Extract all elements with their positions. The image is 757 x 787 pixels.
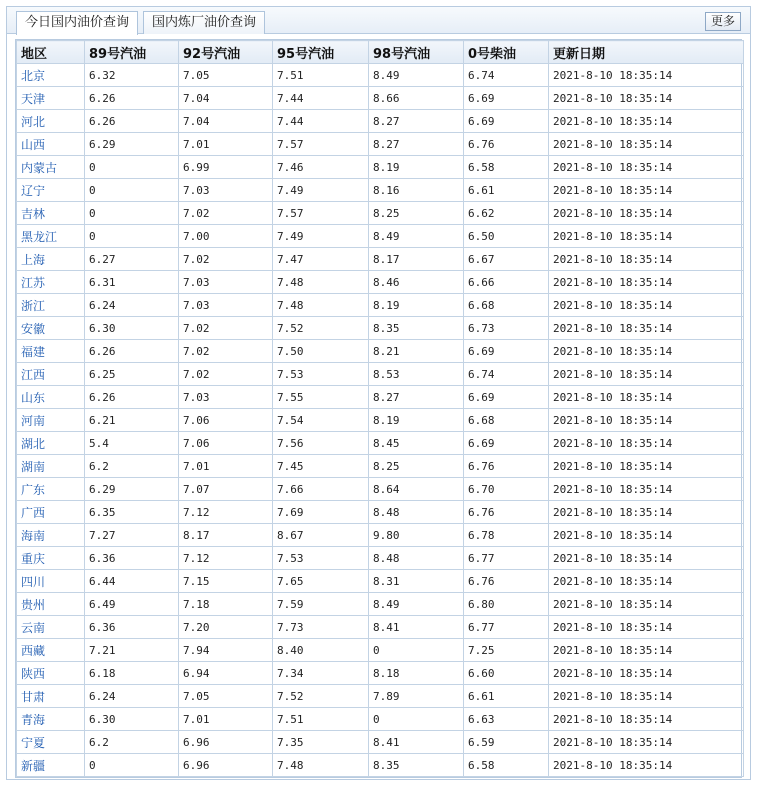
price-92-cell: 7.03: [179, 294, 273, 317]
region-link[interactable]: 浙江: [21, 298, 46, 313]
price-89-cell: 6.26: [85, 340, 179, 363]
price-98-cell: 8.66: [369, 87, 464, 110]
price-92-cell: 7.04: [179, 110, 273, 133]
price-95-cell: 7.56: [273, 432, 369, 455]
region-link[interactable]: 江西: [21, 367, 46, 382]
update-date-cell: 2021-8-10 18:35:14: [549, 294, 744, 317]
price-98-cell: 8.35: [369, 754, 464, 777]
region-link[interactable]: 广东: [21, 482, 46, 497]
region-cell: [17, 64, 85, 87]
region-cell: [17, 501, 85, 524]
table-row: [17, 340, 744, 363]
price-89-cell: 5.4: [85, 432, 179, 455]
region-link[interactable]: 湖北: [21, 436, 46, 451]
region-link[interactable]: 新疆: [21, 758, 46, 773]
price-95-cell: 7.49: [273, 225, 369, 248]
price-95-cell: 7.57: [273, 202, 369, 225]
price-95-cell: 7.50: [273, 340, 369, 363]
price-98-cell: 8.19: [369, 294, 464, 317]
price-92-cell: 7.02: [179, 363, 273, 386]
price-89-cell: 6.31: [85, 271, 179, 294]
table-header-row: [17, 41, 744, 64]
price-diesel-0-cell: 6.66: [464, 271, 549, 294]
table-row: [17, 754, 744, 777]
region-link[interactable]: 湖南: [21, 459, 46, 474]
region-link[interactable]: 安徽: [21, 321, 46, 336]
price-92-cell: 7.06: [179, 432, 273, 455]
price-98-cell: 8.49: [369, 593, 464, 616]
price-diesel-0-cell: 6.74: [464, 363, 549, 386]
price-diesel-0-cell: 6.50: [464, 225, 549, 248]
region-link[interactable]: 内蒙古: [21, 160, 58, 175]
price-95-cell: 7.54: [273, 409, 369, 432]
update-date-cell: 2021-8-10 18:35:14: [549, 179, 744, 202]
table-row: [17, 708, 744, 731]
price-diesel-0-cell: 6.73: [464, 317, 549, 340]
price-92-cell: 7.05: [179, 685, 273, 708]
table-row: [17, 294, 744, 317]
price-95-cell: 7.35: [273, 731, 369, 754]
price-89-cell: 0: [85, 202, 179, 225]
table-row: [17, 409, 744, 432]
price-92-cell: 7.03: [179, 179, 273, 202]
price-diesel-0-cell: 6.76: [464, 133, 549, 156]
region-cell: [17, 179, 85, 202]
region-cell: [17, 110, 85, 133]
update-date-cell: 2021-8-10 18:35:14: [549, 133, 744, 156]
price-89-cell: 7.21: [85, 639, 179, 662]
table-row: [17, 524, 744, 547]
price-92-cell: 7.01: [179, 455, 273, 478]
table-row: [17, 547, 744, 570]
price-95-cell: 7.48: [273, 271, 369, 294]
price-table: [16, 40, 744, 777]
table-row: [17, 593, 744, 616]
header-region: 地区: [17, 41, 85, 64]
update-date-cell: 2021-8-10 18:35:14: [549, 547, 744, 570]
price-diesel-0-cell: 6.78: [464, 524, 549, 547]
region-cell: [17, 524, 85, 547]
region-link[interactable]: 北京: [21, 68, 46, 83]
price-92-cell: 7.06: [179, 409, 273, 432]
header-update-date: 更新日期: [549, 41, 744, 64]
region-cell: [17, 409, 85, 432]
update-date-cell: 2021-8-10 18:35:14: [549, 156, 744, 179]
table-row: [17, 639, 744, 662]
price-92-cell: 7.03: [179, 386, 273, 409]
update-date-cell: 2021-8-10 18:35:14: [549, 731, 744, 754]
price-95-cell: 7.53: [273, 547, 369, 570]
price-92-cell: 7.05: [179, 64, 273, 87]
table-row: [17, 455, 744, 478]
table-row: [17, 616, 744, 639]
price-92-cell: 6.96: [179, 731, 273, 754]
price-95-cell: 8.67: [273, 524, 369, 547]
update-date-cell: 2021-8-10 18:35:14: [549, 685, 744, 708]
price-98-cell: 8.25: [369, 455, 464, 478]
price-98-cell: 9.80: [369, 524, 464, 547]
region-link[interactable]: 江苏: [21, 275, 46, 290]
price-diesel-0-cell: 6.76: [464, 455, 549, 478]
price-92-cell: 7.01: [179, 708, 273, 731]
update-date-cell: 2021-8-10 18:35:14: [549, 225, 744, 248]
price-95-cell: 7.44: [273, 87, 369, 110]
region-link[interactable]: 海南: [21, 528, 46, 543]
price-92-cell: 8.17: [179, 524, 273, 547]
region-cell: [17, 708, 85, 731]
region-link[interactable]: 上海: [21, 252, 46, 267]
price-98-cell: 8.49: [369, 225, 464, 248]
price-98-cell: 8.25: [369, 202, 464, 225]
price-89-cell: 6.29: [85, 133, 179, 156]
header-diesel-0: 0号柴油: [464, 41, 549, 64]
price-89-cell: 6.24: [85, 685, 179, 708]
price-98-cell: 8.31: [369, 570, 464, 593]
update-date-cell: 2021-8-10 18:35:14: [549, 616, 744, 639]
price-98-cell: 8.49: [369, 64, 464, 87]
region-link[interactable]: 青海: [21, 712, 46, 727]
region-link[interactable]: 甘肃: [21, 689, 46, 704]
update-date-cell: 2021-8-10 18:35:14: [549, 662, 744, 685]
region-link[interactable]: 河南: [21, 413, 46, 428]
price-98-cell: 7.89: [369, 685, 464, 708]
price-diesel-0-cell: 6.67: [464, 248, 549, 271]
price-95-cell: 7.34: [273, 662, 369, 685]
price-95-cell: 7.52: [273, 317, 369, 340]
price-92-cell: 7.04: [179, 87, 273, 110]
price-95-cell: 7.44: [273, 110, 369, 133]
update-date-cell: 2021-8-10 18:35:14: [549, 639, 744, 662]
region-cell: [17, 202, 85, 225]
region-cell: [17, 248, 85, 271]
update-date-cell: 2021-8-10 18:35:14: [549, 386, 744, 409]
price-89-cell: 6.18: [85, 662, 179, 685]
update-date-cell: 2021-8-10 18:35:14: [549, 524, 744, 547]
region-link[interactable]: 山东: [21, 390, 46, 405]
region-cell: [17, 547, 85, 570]
update-date-cell: 2021-8-10 18:35:14: [549, 64, 744, 87]
price-95-cell: 7.45: [273, 455, 369, 478]
region-link[interactable]: 广西: [21, 505, 46, 520]
price-diesel-0-cell: 6.61: [464, 685, 549, 708]
price-95-cell: 7.48: [273, 754, 369, 777]
price-92-cell: 6.94: [179, 662, 273, 685]
region-cell: [17, 294, 85, 317]
price-diesel-0-cell: 6.69: [464, 87, 549, 110]
price-95-cell: 7.57: [273, 133, 369, 156]
region-cell: [17, 685, 85, 708]
price-92-cell: 7.12: [179, 547, 273, 570]
update-date-cell: 2021-8-10 18:35:14: [549, 271, 744, 294]
region-link[interactable]: 宁夏: [21, 735, 46, 750]
more-button[interactable]: 更多: [705, 12, 741, 31]
price-89-cell: 6.36: [85, 547, 179, 570]
header-gasoline-92: 92号汽油: [179, 41, 273, 64]
table-row: [17, 685, 744, 708]
region-cell: [17, 87, 85, 110]
price-95-cell: 7.52: [273, 685, 369, 708]
price-diesel-0-cell: 6.60: [464, 662, 549, 685]
price-98-cell: 8.48: [369, 547, 464, 570]
price-table-container: [15, 39, 742, 778]
region-cell: [17, 570, 85, 593]
update-date-cell: 2021-8-10 18:35:14: [549, 478, 744, 501]
region-cell: [17, 455, 85, 478]
region-cell: [17, 432, 85, 455]
region-link[interactable]: 黑龙江: [21, 229, 58, 244]
table-row: [17, 110, 744, 133]
region-cell: [17, 754, 85, 777]
price-89-cell: 6.36: [85, 616, 179, 639]
price-89-cell: 6.29: [85, 478, 179, 501]
price-diesel-0-cell: 6.58: [464, 156, 549, 179]
price-89-cell: 6.26: [85, 110, 179, 133]
table-row: [17, 432, 744, 455]
price-92-cell: 7.02: [179, 202, 273, 225]
price-95-cell: 7.66: [273, 478, 369, 501]
update-date-cell: 2021-8-10 18:35:14: [549, 570, 744, 593]
price-92-cell: 7.03: [179, 271, 273, 294]
region-cell: [17, 271, 85, 294]
price-89-cell: 6.27: [85, 248, 179, 271]
tab-domestic-oil-price[interactable]: 今日国内油价查询: [16, 11, 138, 35]
price-98-cell: 8.19: [369, 156, 464, 179]
table-row: [17, 133, 744, 156]
price-89-cell: 0: [85, 225, 179, 248]
price-95-cell: 7.65: [273, 570, 369, 593]
price-98-cell: 8.17: [369, 248, 464, 271]
price-98-cell: 8.35: [369, 317, 464, 340]
price-89-cell: 6.21: [85, 409, 179, 432]
price-diesel-0-cell: 6.62: [464, 202, 549, 225]
region-link[interactable]: 天津: [21, 91, 46, 106]
table-row: [17, 363, 744, 386]
price-92-cell: 7.20: [179, 616, 273, 639]
region-link[interactable]: 福建: [21, 344, 46, 359]
price-89-cell: 6.24: [85, 294, 179, 317]
price-98-cell: 0: [369, 708, 464, 731]
price-95-cell: 8.40: [273, 639, 369, 662]
price-92-cell: 7.12: [179, 501, 273, 524]
region-cell: [17, 386, 85, 409]
price-diesel-0-cell: 6.61: [464, 179, 549, 202]
region-cell: [17, 616, 85, 639]
table-row: [17, 478, 744, 501]
price-diesel-0-cell: 6.76: [464, 570, 549, 593]
table-row: [17, 87, 744, 110]
price-98-cell: 8.27: [369, 133, 464, 156]
region-link[interactable]: 云南: [21, 620, 46, 635]
price-98-cell: 8.48: [369, 501, 464, 524]
price-diesel-0-cell: 6.77: [464, 616, 549, 639]
price-89-cell: 0: [85, 156, 179, 179]
price-diesel-0-cell: 6.68: [464, 409, 549, 432]
table-row: [17, 386, 744, 409]
region-link[interactable]: 山西: [21, 137, 46, 152]
price-95-cell: 7.55: [273, 386, 369, 409]
update-date-cell: 2021-8-10 18:35:14: [549, 455, 744, 478]
region-link[interactable]: 四川: [21, 574, 46, 589]
price-92-cell: 7.01: [179, 133, 273, 156]
table-row: [17, 271, 744, 294]
update-date-cell: 2021-8-10 18:35:14: [549, 248, 744, 271]
price-92-cell: 7.94: [179, 639, 273, 662]
region-cell: [17, 731, 85, 754]
price-89-cell: 0: [85, 179, 179, 202]
price-98-cell: 8.21: [369, 340, 464, 363]
price-89-cell: 6.30: [85, 317, 179, 340]
price-89-cell: 6.49: [85, 593, 179, 616]
price-98-cell: 0: [369, 639, 464, 662]
price-98-cell: 8.46: [369, 271, 464, 294]
update-date-cell: 2021-8-10 18:35:14: [549, 501, 744, 524]
table-row: [17, 501, 744, 524]
update-date-cell: 2021-8-10 18:35:14: [549, 87, 744, 110]
region-cell: [17, 478, 85, 501]
price-92-cell: 7.07: [179, 478, 273, 501]
price-95-cell: 7.48: [273, 294, 369, 317]
price-98-cell: 8.18: [369, 662, 464, 685]
price-92-cell: 7.02: [179, 248, 273, 271]
price-95-cell: 7.49: [273, 179, 369, 202]
price-89-cell: 7.27: [85, 524, 179, 547]
price-92-cell: 7.15: [179, 570, 273, 593]
update-date-cell: 2021-8-10 18:35:14: [549, 340, 744, 363]
region-cell: [17, 662, 85, 685]
price-98-cell: 8.53: [369, 363, 464, 386]
table-row: [17, 64, 744, 87]
price-89-cell: 6.26: [85, 87, 179, 110]
price-diesel-0-cell: 6.69: [464, 340, 549, 363]
price-89-cell: 6.2: [85, 731, 179, 754]
price-diesel-0-cell: 6.68: [464, 294, 549, 317]
header-gasoline-89: 89号汽油: [85, 41, 179, 64]
update-date-cell: 2021-8-10 18:35:14: [549, 432, 744, 455]
price-92-cell: 7.02: [179, 340, 273, 363]
price-89-cell: 0: [85, 754, 179, 777]
update-date-cell: 2021-8-10 18:35:14: [549, 409, 744, 432]
table-row: [17, 179, 744, 202]
update-date-cell: 2021-8-10 18:35:14: [549, 202, 744, 225]
update-date-cell: 2021-8-10 18:35:14: [549, 363, 744, 386]
price-98-cell: 8.16: [369, 179, 464, 202]
price-98-cell: 8.19: [369, 409, 464, 432]
update-date-cell: 2021-8-10 18:35:14: [549, 754, 744, 777]
region-cell: [17, 133, 85, 156]
table-row: [17, 662, 744, 685]
price-98-cell: 8.27: [369, 110, 464, 133]
price-98-cell: 8.41: [369, 731, 464, 754]
region-cell: [17, 340, 85, 363]
table-row: [17, 225, 744, 248]
region-link[interactable]: 西藏: [21, 643, 46, 658]
price-98-cell: 8.27: [369, 386, 464, 409]
price-89-cell: 6.35: [85, 501, 179, 524]
price-95-cell: 7.51: [273, 708, 369, 731]
region-link[interactable]: 陕西: [21, 666, 46, 681]
price-diesel-0-cell: 6.69: [464, 432, 549, 455]
price-98-cell: 8.45: [369, 432, 464, 455]
price-92-cell: 7.00: [179, 225, 273, 248]
table-row: [17, 317, 744, 340]
price-diesel-0-cell: 6.58: [464, 754, 549, 777]
oil-price-panel: [6, 6, 751, 780]
price-95-cell: 7.47: [273, 248, 369, 271]
price-89-cell: 6.2: [85, 455, 179, 478]
price-95-cell: 7.59: [273, 593, 369, 616]
price-diesel-0-cell: 6.63: [464, 708, 549, 731]
price-diesel-0-cell: 6.69: [464, 110, 549, 133]
header-gasoline-98: 98号汽油: [369, 41, 464, 64]
price-92-cell: 6.99: [179, 156, 273, 179]
price-89-cell: 6.25: [85, 363, 179, 386]
region-cell: [17, 593, 85, 616]
price-95-cell: 7.53: [273, 363, 369, 386]
update-date-cell: 2021-8-10 18:35:14: [549, 317, 744, 340]
price-diesel-0-cell: 6.69: [464, 386, 549, 409]
price-95-cell: 7.69: [273, 501, 369, 524]
price-diesel-0-cell: 7.25: [464, 639, 549, 662]
table-row: [17, 156, 744, 179]
price-95-cell: 7.73: [273, 616, 369, 639]
price-diesel-0-cell: 6.77: [464, 547, 549, 570]
price-89-cell: 6.44: [85, 570, 179, 593]
header-gasoline-95: 95号汽油: [273, 41, 369, 64]
price-diesel-0-cell: 6.59: [464, 731, 549, 754]
region-cell: [17, 363, 85, 386]
table-row: [17, 248, 744, 271]
price-diesel-0-cell: 6.80: [464, 593, 549, 616]
price-95-cell: 7.51: [273, 64, 369, 87]
price-89-cell: 6.30: [85, 708, 179, 731]
table-row: [17, 731, 744, 754]
price-92-cell: 7.18: [179, 593, 273, 616]
region-cell: [17, 225, 85, 248]
price-92-cell: 6.96: [179, 754, 273, 777]
update-date-cell: 2021-8-10 18:35:14: [549, 110, 744, 133]
region-link[interactable]: 河北: [21, 114, 46, 129]
region-link[interactable]: 重庆: [21, 551, 46, 566]
table-row: [17, 202, 744, 225]
price-98-cell: 8.41: [369, 616, 464, 639]
region-cell: [17, 317, 85, 340]
price-diesel-0-cell: 6.74: [464, 64, 549, 87]
region-link[interactable]: 贵州: [21, 597, 46, 612]
region-cell: [17, 639, 85, 662]
price-diesel-0-cell: 6.70: [464, 478, 549, 501]
price-diesel-0-cell: 6.76: [464, 501, 549, 524]
region-cell: [17, 156, 85, 179]
tab-refinery-oil-price[interactable]: 国内炼厂油价查询: [143, 11, 265, 34]
table-row: [17, 570, 744, 593]
price-89-cell: 6.32: [85, 64, 179, 87]
region-link[interactable]: 吉林: [21, 206, 46, 221]
tab-bar: [7, 7, 750, 34]
price-98-cell: 8.64: [369, 478, 464, 501]
price-95-cell: 7.46: [273, 156, 369, 179]
region-link[interactable]: 辽宁: [21, 183, 46, 198]
price-92-cell: 7.02: [179, 317, 273, 340]
price-89-cell: 6.26: [85, 386, 179, 409]
update-date-cell: 2021-8-10 18:35:14: [549, 593, 744, 616]
update-date-cell: 2021-8-10 18:35:14: [549, 708, 744, 731]
